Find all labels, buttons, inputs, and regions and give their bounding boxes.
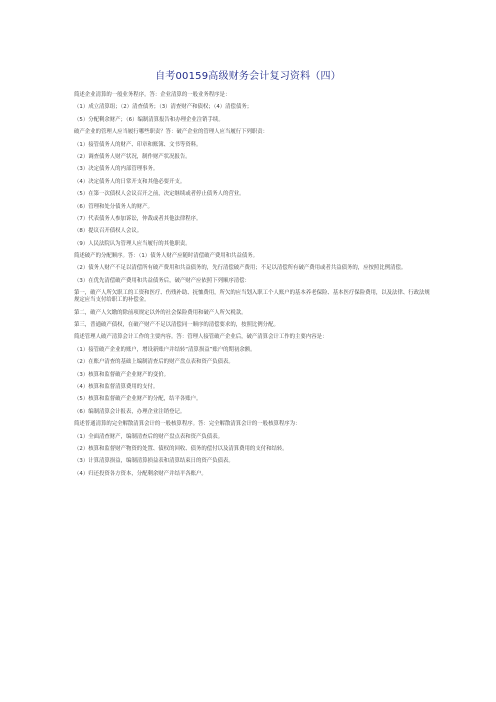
paragraph-line: 简述破产的分配顺序。答：（1）债务人财产应随时清偿破产费用和共益债务。 [74, 253, 259, 260]
paragraph-line: （4）核算和监督清算费用的支付。 [74, 383, 159, 390]
paragraph-line: 简述企业清算的一般业务程序。答：企业清算的一般业务程序是： [74, 92, 231, 98]
paragraph-line: （1）成立清算组；（2）清查债务；（3）清查财产和债权；（4）清偿债务； [74, 104, 253, 111]
paragraph-line: 简述普通清算的完全解散清算会计的一般核算程序。答：完全解散清算会计的一般核算程序为： [74, 421, 301, 428]
paragraph-line: （2）核算和监督财产物资的处置、债权的回收、债务的偿付以及清算费用的支付和结转。 [74, 445, 288, 452]
paragraph-line: （2）调查债务人财产状况，制作财产状况报告。 [74, 153, 191, 160]
paragraph-line: （1）接管破产企业的账户，增设新账户并结转“清算损益”账户的期初余额。 [74, 346, 256, 353]
paragraph-line: 第三，普通破产债权，在破产财产不足以清偿同一顺序的清偿要求的，按照比例分配。 [74, 322, 279, 329]
paragraph-line: （2）在账户清查的基础上编制清查后的财产盘点表和资产负债表。 [74, 359, 234, 366]
paragraph-line: （9）人民法院认为管理人应当履行的其他职责。 [74, 240, 191, 247]
paragraph-line: （3）计算清算损益，编制清算损益表和清算结束日的资产负债表。 [74, 458, 234, 465]
paragraph-line: 第二，破产人欠缴的除前项规定以外的社会保险费用和破产人所欠税款。 [74, 309, 247, 316]
paragraph-line: 第一，破产人所欠职工的工资和医疗、伤残补助、抚恤费用，所欠的应当划入职工个人账户的基本养老保险、基本医疗保险费用，以及法律、行政法规规定应当支付给职工的补偿金。 [74, 290, 430, 304]
paragraph-line: （8）提议召开债权人会议。 [74, 228, 143, 235]
paragraph-line: （3）决定债务人的内部管理事务。 [74, 166, 159, 173]
document-title: 自考00159高级财务会计复习资料（四） [155, 71, 341, 82]
document-body [74, 92, 432, 483]
paragraph-line: 破产企业的管理人应当履行哪些职责？答：破产企业的管理人应当履行下列职责： [74, 129, 269, 136]
paragraph-line: （5）分配剩余财产；（6）编制清算报告和办理企业注销手续。 [74, 116, 224, 123]
paragraph-line: （6）编制清算会计报表，办理企业注销登记。 [74, 408, 186, 415]
paragraph-line: （5）在第一次债权人会议召开之前，决定继续或者停止债务人的营业。 [74, 191, 245, 198]
paragraph-line: （1）接管债务人的财产、印章和账簿、文书等资料。 [74, 141, 202, 148]
paragraph-line: （4）决定债务人的日常开支和其他必要开支。 [74, 178, 186, 185]
paragraph-line: （3）在优先清偿破产费用和共益债务后，破产财产应依照下列顺序清偿： [74, 277, 250, 284]
paragraph-line: （2）债务人财产不足以清偿所有破产费用和共益债务的，先行清偿破产费用；不足以清偿所有破产费用或者共益债务的，应按照比例清偿。 [74, 265, 407, 272]
paragraph-line: （6）管理和处分债务人的财产。 [74, 203, 153, 210]
paragraph-line: （5）核算和监督破产企业财产的分配，结平各账户。 [74, 396, 202, 403]
paragraph-line: （7）代表债务人参加诉讼，仲裁或者其他法律程序。 [74, 215, 202, 222]
paragraph-line: 简述管理人破产清算会计工作的主要内容。答：管理人接管破产企业后，破产清算会计工作的主要内容是： [74, 334, 328, 341]
paragraph-line: （1）全面清查财产，编制清查后的财产盘点表和资产负债表。 [74, 433, 223, 440]
paragraph-line: （4）归还投资各方资本，分配剩余财产并结平各账户。 [74, 470, 207, 477]
paragraph-line: （3）核算和监督破产企业财产的变价。 [74, 371, 170, 378]
